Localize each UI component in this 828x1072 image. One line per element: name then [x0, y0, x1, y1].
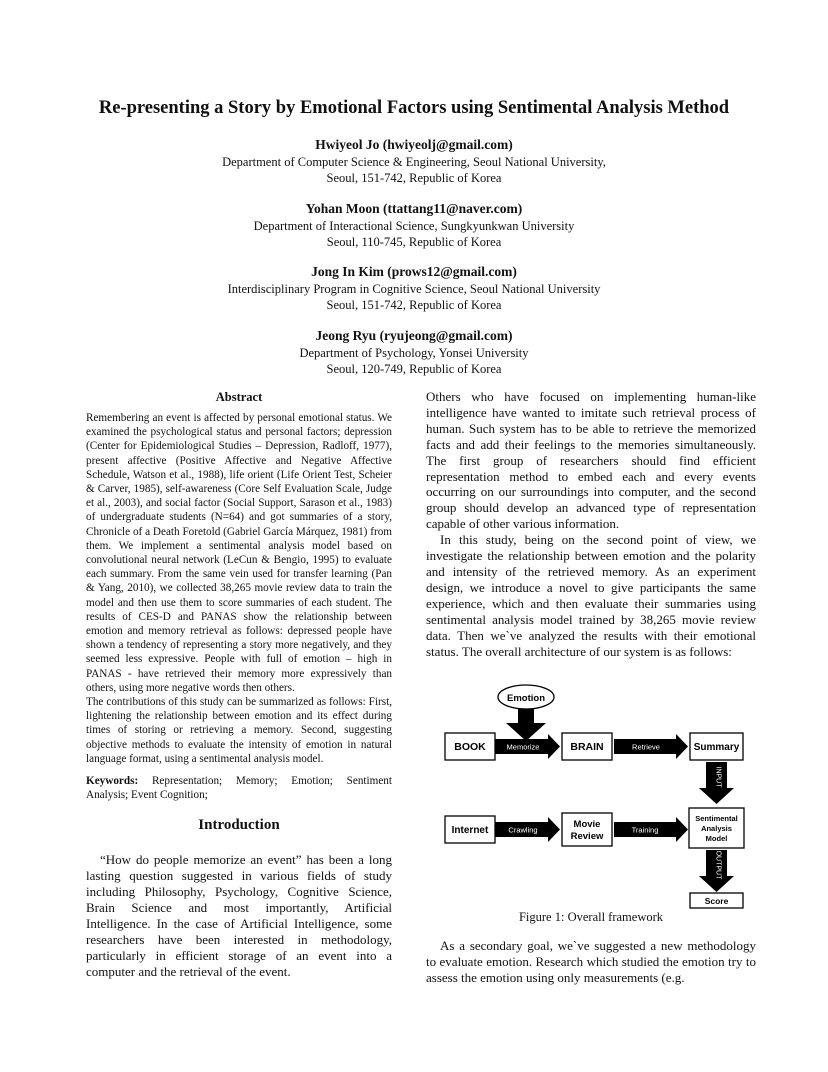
score-node [690, 893, 743, 908]
memorize-label: Memorize [506, 742, 540, 752]
output-label: OUTPUT [714, 850, 722, 880]
author-block-2 [100, 200, 728, 250]
author-name: Yohan Moon (ttattang11@naver.com) [305, 201, 523, 216]
model-label-1: Sentimental [695, 814, 738, 823]
emotion-node [498, 685, 554, 709]
book-node [445, 733, 495, 760]
crawling-label: Crawling [508, 825, 538, 835]
abstract-heading: Abstract [215, 390, 263, 404]
movie-review-label-1: Movie [573, 819, 601, 830]
keywords [86, 774, 392, 802]
training-arrow [614, 817, 688, 842]
input-arrow [699, 762, 734, 804]
author-block-4 [100, 327, 728, 377]
model-label-2: Analysis [701, 824, 732, 833]
right-paragraph-2: In this study, being on the second point of view, we investigate the relationship between emotion and the polarity and intensity of the retrieved memory. As an experiment design, we introduce a novel to give participants the same experience, which and then evaluate their summaries using sentimental analysis model trained by 38,265 movie review data. Then we`ve analyzed the results with their emotional status. The overall architecture of our system is as follows: [426, 532, 756, 659]
left-column [86, 389, 392, 980]
internet-label: Internet [451, 825, 489, 836]
introduction-text: “How do people memorize an event” has been a long lasting question suggested in various fields of study including Philosophy, Psychology, Cognitive Science, Brain Science and most importantly, Artificial Intelligence. In the case of Artificial Intelligence, some researchers have been interested in methodology, particularly in efficient storage of an event into a computer and the retrieval of the event. [86, 852, 392, 979]
score-label: Score [704, 896, 729, 906]
abstract-contributions: The contributions of this study can be summarized as follows: First, lightening the relationship between emotion and its effect during times of storing or retrieving a memory. Second, suggesting objective methods to evaluate the intensity of emotion in natural language format, using a sentimental analysis model. [86, 696, 392, 765]
internet-node [445, 816, 495, 843]
author-affiliation: Interdisciplinary Program in Cognitive Science, Seoul National University [227, 282, 601, 296]
figure-caption: Figure 1: Overall framework [518, 910, 664, 924]
crawling-arrow [495, 817, 560, 842]
keywords-label: Keywords: [86, 775, 139, 788]
retrieve-arrow [614, 734, 688, 759]
author-affiliation: Department of Computer Science & Engineering, Seoul National University, [222, 155, 606, 169]
brain-node [562, 733, 612, 760]
paper-title: Re-presenting a Story by Emotional Factors using Sentimental Analysis Method [98, 98, 730, 118]
introduction-heading: Introduction [198, 817, 280, 834]
right-column [426, 389, 756, 659]
movie-review-label-2: Review [570, 831, 604, 842]
book-label: BOOK [454, 741, 486, 753]
training-label: Training [631, 825, 659, 835]
right-column-bottom [426, 938, 756, 986]
author-affiliation: Department of Psychology, Yonsei University [299, 346, 529, 360]
summary-label: Summary [693, 742, 740, 753]
right-paragraph-1: Others who have focused on implementing human-like intelligence have wanted to imitate such retrieval process of human. Such system has to be able to retrieve the memorized facts and add their feelings to the memories simultaneously. The first group of researchers should find efficient representation method to embed each and every events occurring on our surroundings into computer, and the second group should develop an advanced type of representation capable of other various information. [426, 389, 756, 532]
author-block-3 [100, 263, 728, 313]
right-paragraph-3: As a secondary goal, we`ve suggested a new methodology to evaluate emotion. Research which studied the emotion try to assess the emotion using only measurements (e.g. [426, 938, 756, 985]
emotion-label: Emotion [507, 693, 545, 704]
brain-label: BRAIN [570, 741, 604, 753]
author-address: Seoul, 120-749, Republic of Korea [326, 362, 502, 376]
model-label-3: Model [705, 834, 728, 843]
author-name: Hwiyeol Jo (hwiyeolj@gmail.com) [315, 137, 513, 152]
overall-framework-diagram [440, 683, 750, 911]
output-arrow [699, 850, 734, 892]
abstract-text: Remembering an event is affected by personal emotional status. We examined the psychological status and personal factors; depression (Center for Epidemiological Studies – Depression, Radloff, 1977), present affective (Positive Affective and Negative Affective Schedule, Watson et al., 1988), life orient (Life Orient Test, Scheier & Carver, 1985), self-awareness (Core Self Evaluation Scale, Judge et al., 2003), and social factor (Social Support, Sarason et al., 1983) of undergraduate students (N=64) and got summaries of a story, Chronicle of a Death Foretold (Gabriel García Márquez, 1981) from them. We implement a sentimental analysis model based on convolutional neural network (LeCun & Bengio, 1995) to evaluate each summary. From the same vein used for transfer learning (Pan & Yang, 2010), we collected 38,265 movie review data to train the model and then use them to score summaries of each student. The results of CES-D and PANAS show the relationship between emotion and memory retrieval as follows: depressed people have shown a tendency of representing a story more negatively, and they seemed less expressive. People with full of emotion – high in PANAS - have retrieved their memory more expressively than others, using more negative words then others. [86, 412, 392, 694]
keywords-text: Representation; Memory; Emotion; Sentiment Analysis; Event Cognition; [86, 775, 392, 802]
summary-node [690, 733, 743, 760]
author-address: Seoul, 151-742, Republic of Korea [326, 298, 502, 312]
author-affiliation: Department of Interactional Science, Sungkyunkwan University [253, 219, 575, 233]
sentimental-model-node [689, 808, 744, 848]
retrieve-label: Retrieve [632, 742, 660, 752]
author-block-1 [100, 136, 728, 186]
author-name: Jeong Ryu (ryujeong@gmail.com) [315, 328, 513, 343]
author-name: Jong In Kim (prows12@gmail.com) [311, 264, 517, 279]
movie-review-node [562, 813, 612, 846]
author-address: Seoul, 151-742, Republic of Korea [326, 171, 502, 185]
emotion-down-arrow [506, 709, 546, 741]
input-label: INPUT [714, 766, 722, 788]
author-address: Seoul, 110-745, Republic of Korea [326, 235, 502, 249]
